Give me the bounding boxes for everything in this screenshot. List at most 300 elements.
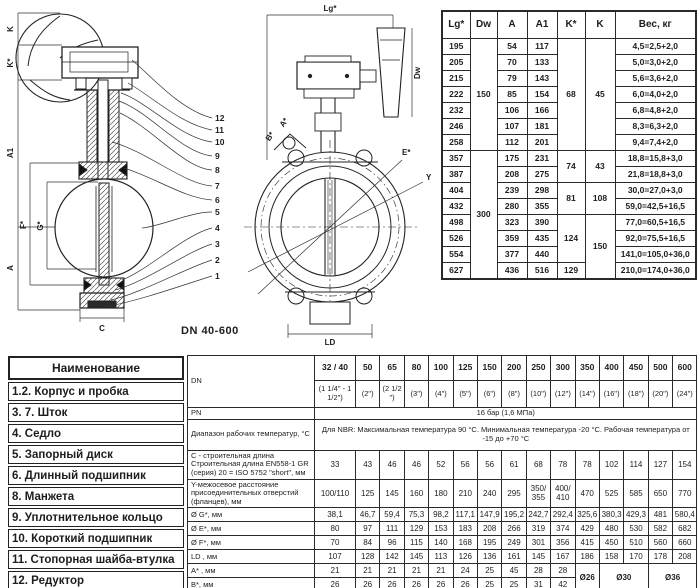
- spec-cell: 113: [429, 550, 453, 564]
- spec-cell: 97: [356, 522, 380, 536]
- spec-row: [188, 508, 697, 522]
- dim-cell-weight: 6,0=4,0+2,0: [615, 87, 696, 103]
- parts-list-item: 8. Манжета: [8, 487, 184, 506]
- dim-cell-weight: 9,4=7,4+2,0: [615, 135, 696, 151]
- spec-dn-inches: (24"): [673, 381, 697, 408]
- dim-cell-weight: 30,0=27,0+3,0: [615, 183, 696, 199]
- spec-cell: 70: [315, 536, 356, 550]
- spec-cell: 115: [404, 536, 428, 550]
- spec-cell: 126: [453, 550, 477, 564]
- dim-cell-weight: 4,5=2,5+2,0: [615, 39, 696, 55]
- handwheel: [377, 28, 412, 117]
- spec-cell: 100/110: [315, 479, 356, 508]
- spec-cell: 33: [315, 450, 356, 479]
- dim-cell-a1: 390: [527, 215, 557, 231]
- mounting-lugs: [274, 134, 378, 324]
- spec-cell: 660: [673, 536, 697, 550]
- spec-dn-value: 65: [380, 356, 404, 381]
- dim-label-fstar: F*: [19, 221, 28, 229]
- dim-label-a: A: [6, 265, 15, 271]
- spec-cell: 429: [575, 522, 599, 536]
- dim-col-header: K: [585, 11, 615, 39]
- dim-cell-a: 79: [497, 71, 527, 87]
- dim-cell-lg: 498: [442, 215, 470, 231]
- upper-seat-section: [79, 162, 127, 179]
- parts-list-item: 1.2. Корпус и пробка: [8, 382, 184, 401]
- part-number-8: 8: [215, 165, 220, 175]
- spec-cell: 168: [453, 536, 477, 550]
- parts-list-item: 10. Короткий подшипник: [8, 529, 184, 548]
- spec-cell: 21: [356, 564, 380, 578]
- dim-cell-a: 85: [497, 87, 527, 103]
- spec-cell: 25: [477, 578, 501, 588]
- spec-cell: 301: [526, 536, 550, 550]
- spec-cell: 319: [526, 522, 550, 536]
- spec-merged-cell: Ø30: [599, 564, 648, 588]
- spec-temp-value: Для NBR: Максимальная температура 90 °C. Минимальная температура -20 °C. Рабочая температура от -15 до +70 °C: [315, 419, 697, 450]
- spec-dn-value: 125: [453, 356, 477, 381]
- part-number-5: 5: [215, 207, 220, 217]
- spec-cell: 186: [575, 550, 599, 564]
- dim-cell-a1: 435: [527, 231, 557, 247]
- spec-cell: 21: [429, 564, 453, 578]
- dim-cell-a1: 133: [527, 55, 557, 71]
- spec-cell: 178: [648, 550, 672, 564]
- spec-row-label: Ø F*, мм: [188, 536, 315, 550]
- dim-col-header: A: [497, 11, 527, 39]
- dim-cell-lg: 232: [442, 103, 470, 119]
- spec-cell: 25: [477, 564, 501, 578]
- spec-cell: 31: [526, 578, 550, 588]
- spec-merged-cell: Ø36: [648, 564, 697, 588]
- spec-cell: 28: [526, 564, 550, 578]
- spec-dn-value: 400: [599, 356, 623, 381]
- spec-cell: 98,2: [429, 508, 453, 522]
- spec-temp-row: [188, 419, 697, 450]
- spec-dn-value: 250: [526, 356, 550, 381]
- spec-cell: 28: [551, 564, 575, 578]
- spec-cell: 429,3: [624, 508, 648, 522]
- dim-cell-lg: 627: [442, 263, 470, 280]
- dim-cell-a1: 516: [527, 263, 557, 280]
- spec-cell: 682: [673, 522, 697, 536]
- spec-cell: 183: [453, 522, 477, 536]
- dim-col-header: A1: [527, 11, 557, 39]
- spec-cell: 650: [648, 479, 672, 508]
- spec-cell: 75,3: [404, 508, 428, 522]
- dimensions-table-body: [442, 11, 696, 279]
- dim-cell-a: 239: [497, 183, 527, 199]
- spec-dn-value: 500: [648, 356, 672, 381]
- spec-dn-value: 32 / 40: [315, 356, 356, 381]
- spec-temp-label: Диапазон рабочих температур, °C: [188, 419, 315, 450]
- spec-cell: 470: [575, 479, 599, 508]
- spec-dn-value: 200: [502, 356, 526, 381]
- spec-cell: 415: [575, 536, 599, 550]
- spec-dn-value: 50: [356, 356, 380, 381]
- spec-cell: 26: [356, 578, 380, 588]
- dim-cell-k: 150: [585, 215, 615, 280]
- spec-cell: 107: [315, 550, 356, 564]
- dim-cell-weight: 5,0=3,0+2,0: [615, 55, 696, 71]
- dim-label-ld: LD: [324, 338, 336, 347]
- dim-cell-lg: 357: [442, 151, 470, 167]
- drawing-caption: DN 40-600: [181, 325, 239, 337]
- spec-row: [188, 550, 697, 564]
- dim-cell-a: 70: [497, 55, 527, 71]
- dimensions-table: [441, 10, 697, 280]
- spec-dn-value: 80: [404, 356, 428, 381]
- spec-dn-inches: (2"): [356, 381, 380, 408]
- spec-cell: 195,2: [502, 508, 526, 522]
- spec-cell: 510: [624, 536, 648, 550]
- spec-cell: 129: [404, 522, 428, 536]
- dim-cell-a1: 166: [527, 103, 557, 119]
- dim-cell-weight: 21,8=18,8+3,0: [615, 167, 696, 183]
- parts-list-item: 4. Седло: [8, 424, 184, 443]
- parts-list-header: Наименование: [8, 356, 184, 380]
- spec-cell: 147,9: [477, 508, 501, 522]
- spec-dn-inches: (20"): [648, 381, 672, 408]
- spec-cell: 585: [624, 479, 648, 508]
- spec-cell: 249: [502, 536, 526, 550]
- dim-label-a1: A1: [6, 147, 15, 159]
- part-number-1: 1: [215, 271, 220, 281]
- spec-dn-inches: (6"): [477, 381, 501, 408]
- dim-cell-a: 280: [497, 199, 527, 215]
- part-number-4: 4: [215, 223, 220, 233]
- spec-cell: 525: [599, 479, 623, 508]
- dim-cell-weight: 6,8=4,8+2,0: [615, 103, 696, 119]
- dim-cell-lg: 387: [442, 167, 470, 183]
- dim-cell-kstar: 68: [557, 39, 585, 151]
- part-number-2: 2: [215, 255, 220, 265]
- dim-cell-kstar: 81: [557, 183, 585, 215]
- spec-cell: 43: [356, 450, 380, 479]
- part-number-10: 10: [215, 137, 225, 147]
- spec-cell: 582: [648, 522, 672, 536]
- parts-list-item: 11. Стопорная шайба-втулка: [8, 550, 184, 569]
- spec-row: [188, 522, 697, 536]
- spec-cell: 180: [429, 479, 453, 508]
- spec-cell: 52: [429, 450, 453, 479]
- spec-table-body: [188, 356, 697, 588]
- spec-cell: 145: [526, 550, 550, 564]
- dim-cell-lg: 404: [442, 183, 470, 199]
- spec-row: [188, 450, 697, 479]
- spec-cell: 78: [551, 450, 575, 479]
- dim-cell-a: 359: [497, 231, 527, 247]
- dim-cell-a: 107: [497, 119, 527, 135]
- dim-cell-dw: 150: [470, 39, 497, 151]
- spec-dn-label: DN: [188, 356, 315, 408]
- spec-row-label: Ø E*, мм: [188, 522, 315, 536]
- spec-dn-value: 450: [624, 356, 648, 381]
- dim-cell-lg: 215: [442, 71, 470, 87]
- part-number-7: 7: [215, 181, 220, 191]
- dim-cell-a1: 298: [527, 183, 557, 199]
- spec-row-label: Y-межосевое расстояние присоединительных отверстий (фланцев), мм: [188, 479, 315, 508]
- ld-dimension: [288, 324, 372, 338]
- spec-cell: 96: [380, 536, 404, 550]
- spec-cell: 266: [502, 522, 526, 536]
- dim-cell-k: 108: [585, 183, 615, 215]
- spec-dn-inches: (12"): [551, 381, 575, 408]
- spec-cell: 142: [380, 550, 404, 564]
- spec-row: [188, 479, 697, 508]
- spec-dn-value: 300: [551, 356, 575, 381]
- spec-cell: 480: [599, 522, 623, 536]
- part-number-9: 9: [215, 151, 220, 161]
- spec-dn-inches: (4"): [429, 381, 453, 408]
- spec-cell: 140: [429, 536, 453, 550]
- valve-front-view-drawing: [230, 0, 445, 350]
- spec-cell: 170: [624, 550, 648, 564]
- spec-cell: 295: [502, 479, 526, 508]
- dim-col-header: K*: [557, 11, 585, 39]
- dim-cell-a1: 275: [527, 167, 557, 183]
- spec-cell: 136: [477, 550, 501, 564]
- spec-row-label: B*, мм: [188, 578, 315, 588]
- valve-cross-section-drawing: [0, 0, 232, 348]
- parts-list-item: 5. Запорный диск: [8, 445, 184, 464]
- dim-row: [442, 39, 696, 55]
- dim-cell-a1: 440: [527, 247, 557, 263]
- spec-cell: 38,1: [315, 508, 356, 522]
- spec-dn-value: 600: [673, 356, 697, 381]
- dim-cell-a: 208: [497, 167, 527, 183]
- spec-cell: 292,4: [551, 508, 575, 522]
- spec-cell: 21: [380, 564, 404, 578]
- spec-cell: 26: [380, 578, 404, 588]
- spec-cell: 117,1: [453, 508, 477, 522]
- part-number-3: 3: [215, 239, 220, 249]
- spec-cell: 380,3: [599, 508, 623, 522]
- dim-label-gstar: G*: [36, 221, 45, 231]
- spec-dn-inches: (8"): [502, 381, 526, 408]
- spec-row-label: A* , мм: [188, 564, 315, 578]
- spec-dn-inches: (5"): [453, 381, 477, 408]
- dim-cell-a: 175: [497, 151, 527, 167]
- spec-cell: 325,6: [575, 508, 599, 522]
- spec-cell: 210: [453, 479, 477, 508]
- spec-dn-inches: (14"): [575, 381, 599, 408]
- spec-cell: 161: [502, 550, 526, 564]
- dim-cell-weight: 5,6=3,6+2,0: [615, 71, 696, 87]
- parts-list: [8, 356, 184, 588]
- spec-cell: 125: [356, 479, 380, 508]
- spec-dn-row: [188, 356, 697, 381]
- gearbox: [297, 56, 376, 98]
- spec-cell: 46,7: [356, 508, 380, 522]
- spec-cell: 356: [551, 536, 575, 550]
- dim-cell-kstar: 129: [557, 263, 585, 280]
- dim-cell-a1: 355: [527, 199, 557, 215]
- dim-cell-kstar: 74: [557, 151, 585, 183]
- spec-dn-inches: (3"): [404, 381, 428, 408]
- lower-seat-section: [80, 278, 124, 308]
- dim-cell-a1: 201: [527, 135, 557, 151]
- spec-cell: 158: [599, 550, 623, 564]
- dim-cell-a: 377: [497, 247, 527, 263]
- spec-cell: 195: [477, 536, 501, 550]
- spec-cell: 154: [673, 450, 697, 479]
- spec-cell: 114: [624, 450, 648, 479]
- spec-cell: 167: [551, 550, 575, 564]
- dim-label-astar: A*: [277, 116, 291, 129]
- spec-cell: 374: [551, 522, 575, 536]
- spec-cell: 560: [648, 536, 672, 550]
- spec-cell: 102: [599, 450, 623, 479]
- dim-col-header: Lg*: [442, 11, 470, 39]
- spec-row-label: Ø G*, мм: [188, 508, 315, 522]
- spec-cell: 160: [404, 479, 428, 508]
- parts-list-item: 12. Редуктор: [8, 571, 184, 588]
- spec-cell: 42: [551, 578, 575, 588]
- spec-cell: 61: [502, 450, 526, 479]
- dim-cell-a: 323: [497, 215, 527, 231]
- spec-cell: 84: [356, 536, 380, 550]
- spec-row-label: LD , мм: [188, 550, 315, 564]
- spec-cell: 145: [404, 550, 428, 564]
- spec-table: [187, 355, 697, 588]
- spec-row: [188, 564, 697, 578]
- spec-cell: 46: [404, 450, 428, 479]
- spec-cell: 56: [453, 450, 477, 479]
- spec-cell: 145: [380, 479, 404, 508]
- dim-cell-weight: 210,0=174,0+36,0: [615, 263, 696, 280]
- spec-cell: 208: [477, 522, 501, 536]
- spec-dn-inches: (16"): [599, 381, 623, 408]
- dim-label-lg: Lg*: [323, 4, 337, 13]
- spec-cell: 481: [648, 508, 672, 522]
- neck: [315, 98, 341, 152]
- spec-cell: 208: [673, 550, 697, 564]
- spec-cell: 80: [315, 522, 356, 536]
- parts-list-item: 3. 7. Шток: [8, 403, 184, 422]
- spec-cell: 400/ 410: [551, 479, 575, 508]
- dim-cell-a1: 143: [527, 71, 557, 87]
- spec-dn-value: 350: [575, 356, 599, 381]
- dim-row: [442, 151, 696, 167]
- spec-cell: 350/ 355: [526, 479, 550, 508]
- spec-cell: 580,4: [673, 508, 697, 522]
- valve-body: [244, 140, 418, 316]
- spec-dn-inches: (18"): [624, 381, 648, 408]
- spec-cell: 25: [502, 578, 526, 588]
- spec-dn-value: 100: [429, 356, 453, 381]
- dim-cell-k: 45: [585, 39, 615, 151]
- spec-pn-label: PN: [188, 408, 315, 420]
- spec-cell: 21: [315, 564, 356, 578]
- dim-cell-lg: 205: [442, 55, 470, 71]
- spec-cell: 56: [477, 450, 501, 479]
- dim-cell-lg: 246: [442, 119, 470, 135]
- dim-cell-a1: 154: [527, 87, 557, 103]
- dim-label-dw: Dw: [413, 67, 422, 79]
- dim-cell-a1: 117: [527, 39, 557, 55]
- parts-list-item: 6. Длинный подшипник: [8, 466, 184, 485]
- spec-cell: 128: [356, 550, 380, 564]
- spec-cell: 21: [404, 564, 428, 578]
- dim-cell-lg: 554: [442, 247, 470, 263]
- dim-label-bstar: B*: [263, 130, 277, 143]
- spec-cell: 530: [624, 522, 648, 536]
- spec-cell: 450: [599, 536, 623, 550]
- dim-cell-a: 54: [497, 39, 527, 55]
- part-number-6: 6: [215, 195, 220, 205]
- spec-cell: 26: [453, 578, 477, 588]
- spec-cell: 59,4: [380, 508, 404, 522]
- dim-label-estar: E*: [402, 148, 411, 157]
- dim-cell-a: 106: [497, 103, 527, 119]
- spec-cell: 153: [429, 522, 453, 536]
- spec-pn-value: 16 бар (1,6 МПа): [315, 408, 697, 420]
- dim-header-row: [442, 11, 696, 39]
- spec-dn-inches: (1 1/4" - 1 1/2"): [315, 381, 356, 408]
- dim-cell-weight: 92,0=75,5+16,5: [615, 231, 696, 247]
- spec-cell: 770: [673, 479, 697, 508]
- spec-merged-cell: Ø26: [575, 564, 599, 588]
- spec-cell: 26: [429, 578, 453, 588]
- dim-cell-kstar: 124: [557, 215, 585, 263]
- spec-cell: 45: [502, 564, 526, 578]
- spec-cell: 240: [477, 479, 501, 508]
- part-number-12: 12: [215, 113, 225, 123]
- dim-cell-a: 436: [497, 263, 527, 280]
- dim-cell-lg: 258: [442, 135, 470, 151]
- spec-cell: 242,7: [526, 508, 550, 522]
- spec-row-label: С - строительная длина Строительная длина EN558-1 GR (серия) 20 = ISO 5752 "short", мм: [188, 450, 315, 479]
- spec-pn-row: [188, 408, 697, 420]
- spec-cell: 68: [526, 450, 550, 479]
- dim-cell-lg: 195: [442, 39, 470, 55]
- dim-label-k: K: [6, 26, 15, 32]
- dim-cell-a1: 181: [527, 119, 557, 135]
- dim-cell-k: 43: [585, 151, 615, 183]
- dim-label-y: Y: [426, 173, 432, 182]
- dim-cell-weight: 77,0=60,5+16,5: [615, 215, 696, 231]
- part-number-11: 11: [215, 125, 224, 135]
- dim-cell-a1: 231: [527, 151, 557, 167]
- dim-cell-weight: 141,0=105,0+36,0: [615, 247, 696, 263]
- spec-cell: 78: [575, 450, 599, 479]
- spec-cell: 127: [648, 450, 672, 479]
- spec-cell: 46: [380, 450, 404, 479]
- spec-dn-value: 150: [477, 356, 501, 381]
- dim-label-kstar: K*: [6, 58, 15, 68]
- dim-cell-weight: 8,3=6,3+2,0: [615, 119, 696, 135]
- spec-cell: 26: [404, 578, 428, 588]
- spec-row: [188, 536, 697, 550]
- dim-cell-lg: 526: [442, 231, 470, 247]
- dim-cell-dw: 300: [470, 151, 497, 280]
- spec-dn-inches: (10"): [526, 381, 550, 408]
- dim-cell-lg: 222: [442, 87, 470, 103]
- spec-dn-inches: (2 1/2 "): [380, 381, 404, 408]
- dim-label-c: C: [99, 324, 105, 333]
- dim-cell-weight: 59,0=42,5+16,5: [615, 199, 696, 215]
- dim-col-header: Вес, кг: [615, 11, 696, 39]
- parts-list-item: 9. Уплотнительное кольцо: [8, 508, 184, 527]
- dim-col-header: Dw: [470, 11, 497, 39]
- dim-cell-lg: 432: [442, 199, 470, 215]
- dim-cell-a: 112: [497, 135, 527, 151]
- spec-cell: 26: [315, 578, 356, 588]
- spec-cell: 111: [380, 522, 404, 536]
- dim-cell-weight: 18,8=15,8+3,0: [615, 151, 696, 167]
- spec-cell: 24: [453, 564, 477, 578]
